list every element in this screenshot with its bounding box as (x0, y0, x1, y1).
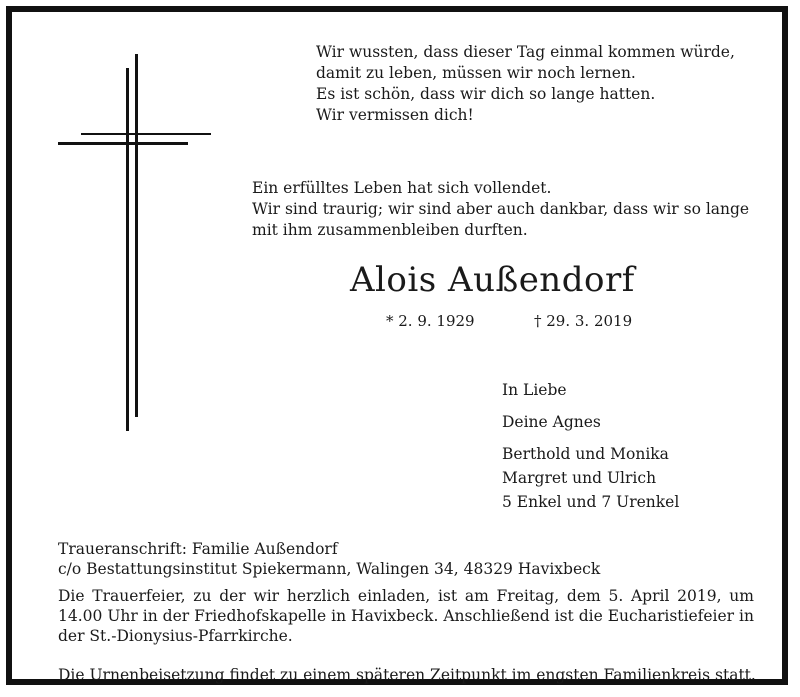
burial-note: Die Urnenbeisetzung findet zu einem späteren Zeitpunkt im engsten Familienkreis statt. (58, 666, 756, 684)
intro-line: mit ihm zusammenbleiben durften. (252, 221, 528, 239)
birth-date: * 2. 9. 1929 (386, 312, 475, 330)
intro-line: Ein erfülltes Leben hat sich vollendet. (252, 179, 552, 197)
obituary-notice (6, 6, 788, 685)
deceased-name: Alois Außendorf (350, 260, 635, 300)
cross-horizontal-beam-lower (58, 142, 188, 145)
poem (316, 42, 735, 126)
poem-line: Es ist schön, dass wir dich so lange hatten. (316, 85, 656, 103)
cross-horizontal-beam-upper (81, 133, 211, 135)
poem-line: Wir wussten, dass dieser Tag einmal kommen würde, (316, 43, 735, 61)
poem-line: Wir vermissen dich! (316, 106, 474, 124)
intro-text (252, 178, 749, 241)
intro-line: Wir sind traurig; wir sind aber auch dankbar, dass wir so lange (252, 200, 750, 218)
family-member: Berthold und Monika (502, 445, 669, 463)
cross-vertical-beam-left (126, 68, 129, 431)
mourning-address (58, 539, 600, 579)
mourners-list (502, 378, 679, 514)
funeral-details: Die Trauerfeier, zu der wir herzlich einladen, ist am Freitag, dem 5. April 2019, um 14.00 Uhr in der Friedhofskapelle in Havixbeck. Anschließend ist die Eucharistiefeier in der St.-Dionysius-Pfarrkirche. (58, 587, 754, 645)
address-line: Traueranschrift: Familie Außendorf (58, 540, 338, 558)
cross-vertical-beam-right (135, 54, 138, 417)
in-love-line: In Liebe (502, 381, 567, 399)
family-member: Margret und Ulrich (502, 469, 657, 487)
family-member: 5 Enkel und 7 Urenkel (502, 493, 680, 511)
poem-line: damit zu leben, müssen wir noch lernen. (316, 64, 636, 82)
death-date: † 29. 3. 2019 (534, 312, 633, 330)
address-line: c/o Bestattungsinstitut Spiekermann, Walingen 34, 48329 Havixbeck (58, 560, 601, 578)
spouse-name: Deine Agnes (502, 413, 601, 431)
